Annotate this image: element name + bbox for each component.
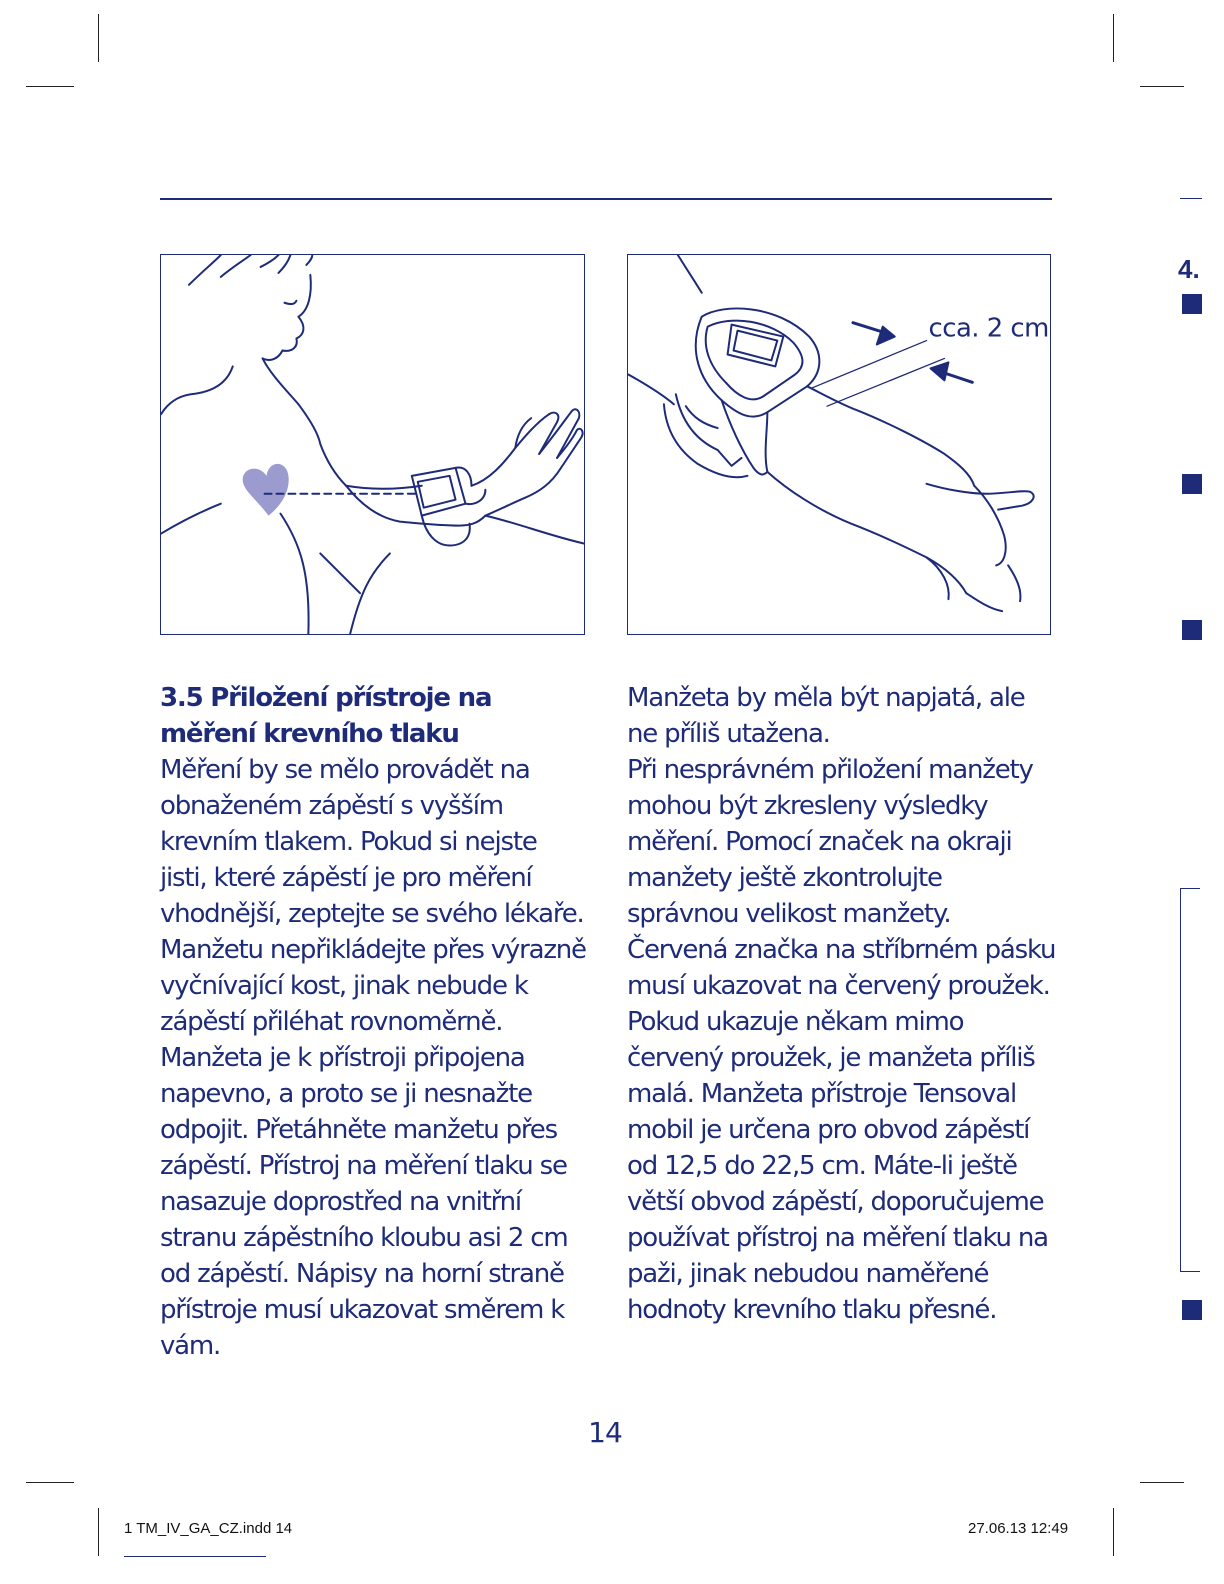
crop-mark [26,86,74,87]
left-body-text: Měření by se mělo provádět na obnaženém zápěstí s vyšším krevním tlakem. Pokud si nejste jisti, které zápěstí je pro měření vhodnější, zeptejte se svého lékaře. Manžetu nepřikládejte přes výrazně vyčnívající kost, jinak nebude k zápěstí přiléhat rovnoměrně. Manžeta je k přístroji připojena napevno, a proto se ji nesnažte odpojit. Přetáhněte manžetu přes zápěstí. Přístroj na měření tlaku se nasazuje doprostřed na vnitřní stranu zápěstního kloubu asi 2 cm od zápěstí. Nápisy na horní straně přístroje musí ukazovat směrem k vám. [160,755,586,1361]
header-rule [160,198,1052,200]
right-column [627,680,1057,1328]
tab-rule [1180,198,1202,199]
person-wrist-monitor-illustration [161,255,584,634]
crop-mark [1140,86,1184,87]
slug-datetime: 27.06.13 12:49 [968,1520,1069,1537]
crop-mark [98,1508,99,1556]
crop-mark [1113,1508,1114,1556]
crop-mark [98,14,99,62]
section-tab-number: 4. [1178,254,1200,284]
slug-underline [124,1556,266,1557]
crop-mark [1113,14,1114,62]
section-heading: 3.5 Přiložení přístroje na měření krevního tlaku [160,683,492,749]
wrist-cuff-illustration [628,255,1050,634]
page-number: 14 [588,1416,622,1449]
figure-left [160,254,585,635]
right-paragraph-2: Při nesprávném přiložení manžety mohou být zkresleny výsledky měření. Pomocí značek na okraji manžety ještě zkontrolujte správnou velikost manžety. Červená značka na stříbrném pásku musí ukazovat na červený proužek. Pokud ukazuje někam mimo červený proužek, je manžeta příliš malá. Manžeta přístroje Tensoval mobil je určena pro obvod zápěstí od 12,5 do 22,5 cm. Máte-li ještě větší obvod zápěstí, doporučujeme používat přístroj na měření tlaku na paži, jinak nebudou naměřené hodnoty krevního tlaku přesné. [627,755,1056,1325]
callout-label: cca. 2 cm [928,313,1049,344]
tab-marker [1182,474,1202,494]
tab-marker [1182,620,1202,640]
tab-bracket [1180,888,1200,1272]
right-paragraph-1: Manžeta by měla být napjatá, ale ne příliš utažena. [627,683,1025,749]
tab-marker [1182,294,1202,314]
heart-icon [243,464,289,516]
slug-filename: 1 TM_IV_GA_CZ.indd 14 [124,1520,293,1537]
crop-mark [26,1482,74,1483]
crop-mark [1140,1482,1184,1483]
tab-marker [1182,1300,1202,1320]
left-column [160,680,590,1364]
figure-right [627,254,1051,635]
